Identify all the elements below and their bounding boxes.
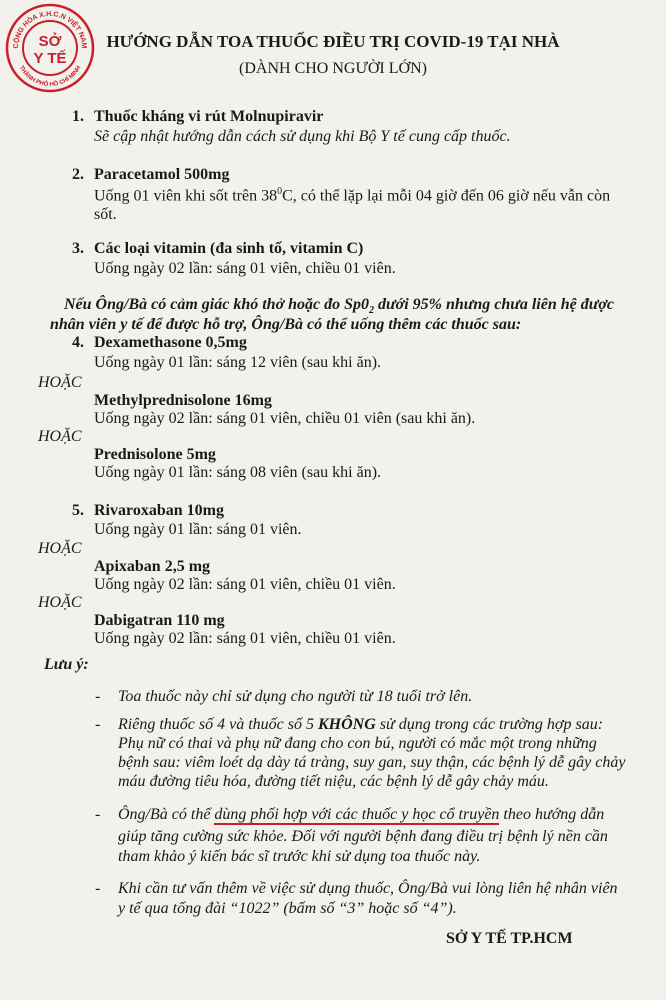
item-5b-desc: Uống ngày 02 lần: sáng 01 viên, chiều 01 viên.	[94, 576, 396, 593]
item-3-title	[72, 240, 363, 258]
note-3-line1	[118, 806, 604, 824]
subscript: 2	[369, 305, 375, 317]
notes-label: Lưu ý:	[44, 656, 89, 673]
note-2-line3: bệnh sau: viêm loét dạ dày tá tràng, suy gan, suy thận, các bệnh lý dễ gây chảy	[118, 754, 626, 771]
document-subtitle: (DÀNH CHO NGƯỜI LỚN)	[239, 60, 427, 77]
seal-center-line1: SỞ	[38, 33, 62, 50]
seal-ring-bottom-text: THÀNH PHỐ HỒ CHÍ MINH	[17, 65, 83, 89]
item-5c-title: Dabigatran 110 mg	[94, 612, 225, 629]
degree-sup: 0	[277, 186, 283, 197]
note-2-line1	[118, 716, 603, 734]
bullet-dash: -	[95, 880, 101, 897]
or-label: HOẶC	[38, 594, 82, 611]
item-name: Paracetamol 500mg	[94, 166, 230, 183]
or-label: HOẶC	[38, 428, 82, 445]
condition-line1	[64, 296, 614, 316]
red-underlined-text: dùng phối hợp với các thuốc y học cổ truyền	[214, 806, 500, 823]
condition-text: Nếu Ông/Bà có cảm giác khó thở hoặc đo Sp0	[64, 296, 370, 313]
item-number: 4.	[72, 334, 84, 351]
condition-line2: nhân viên y tế để được hỗ trợ, Ông/Bà có thể uống thêm các thuốc sau:	[50, 316, 522, 333]
desc-part: Uống 01 viên khi sốt trên 38	[94, 187, 278, 205]
note-4-line1: Khi cần tư vấn thêm về việc sử dụng thuốc, Ông/Bà vui lòng liên hệ nhân viên	[118, 880, 618, 897]
item-2-desc-cont: sốt.	[94, 206, 117, 223]
note-emphasis: KHÔNG	[317, 716, 376, 733]
item-5a-desc: Uống ngày 01 lần: sáng 01 viên.	[94, 521, 302, 538]
item-4c-title: Prednisolone 5mg	[94, 446, 216, 463]
document-title: HƯỚNG DẪN TOA THUỐC ĐIỀU TRỊ COVID-19 TẠI NHÀ	[106, 32, 560, 51]
item-number: 5.	[72, 502, 84, 519]
item-number: 1.	[72, 108, 84, 125]
item-1-desc: Sẽ cập nhật hướng dẫn cách sử dụng khi Bộ Y tế cung cấp thuốc.	[94, 128, 511, 145]
condition-text: dưới 95% nhưng chưa liên hệ được	[374, 296, 615, 313]
note-text: Ông/Bà có thể	[118, 806, 215, 823]
item-4b-title: Methylprednisolone 16mg	[94, 392, 272, 409]
seal-ring-top-text: CỘNG HÒA X.H.C.N VIỆT NAM	[12, 10, 88, 49]
note-3-line2: giúp tăng cường sức khỏe. Đối với người bệnh đang điều trị bệnh lý nền cần	[118, 828, 608, 845]
signature: SỞ Y TẾ TP.HCM	[446, 930, 573, 947]
item-1-title	[72, 108, 323, 126]
note-2-line2: Phụ nữ có thai và phụ nữ đang cho con bú, người có mắc một trong những	[118, 735, 597, 752]
or-label: HOẶC	[38, 374, 82, 391]
bullet-dash: -	[95, 688, 101, 705]
item-name: Rivaroxaban 10mg	[94, 502, 224, 519]
item-5b-title: Apixaban 2,5 mg	[94, 558, 211, 575]
note-4-line2: y tế qua tổng đài “1022” (bấm số “3” hoặc số “4”).	[118, 900, 457, 917]
bullet-dash: -	[95, 716, 101, 733]
item-number: 3.	[72, 240, 84, 257]
desc-part: C, có thể lặp lại mỗi 04 giờ đến 06 giờ nếu vẫn còn	[282, 187, 611, 205]
item-name: Các loại vitamin (đa sinh tố, vitamin C)	[94, 240, 364, 257]
note-text: theo hướng dẫn	[499, 806, 605, 823]
item-5-title	[72, 502, 224, 520]
item-2-title	[72, 166, 230, 184]
item-name: Thuốc kháng vi rút Molnupiravir	[94, 108, 324, 125]
item-4a-desc: Uống ngày 01 lần: sáng 12 viên (sau khi ăn).	[94, 354, 382, 371]
item-name: Dexamethasone 0,5mg	[94, 334, 247, 351]
item-number: 2.	[72, 166, 84, 183]
seal-center-line2: Y TẾ	[33, 50, 67, 67]
note-text: sử dụng trong các trường hợp sau:	[375, 716, 604, 733]
note-1: Toa thuốc này chỉ sử dụng cho người từ 18 tuổi trở lên.	[118, 688, 473, 705]
item-4-title	[72, 334, 247, 352]
item-4b-desc: Uống ngày 02 lần: sáng 01 viên, chiều 01 viên (sau khi ăn).	[94, 410, 476, 427]
note-3-line3: tham khảo ý kiến bác sĩ trước khi sử dụng toa thuốc này.	[118, 848, 481, 865]
item-5c-desc: Uống ngày 02 lần: sáng 01 viên, chiều 01 viên.	[94, 630, 396, 647]
note-2-line4: máu đường tiêu hóa, đường tiết niệu, các bệnh lý dễ gây chảy máu.	[118, 773, 549, 790]
bullet-dash: -	[95, 806, 101, 823]
or-label: HOẶC	[38, 540, 82, 557]
item-4c-desc: Uống ngày 01 lần: sáng 08 viên (sau khi ăn).	[94, 464, 382, 481]
note-text: Riêng thuốc số 4 và thuốc số 5	[118, 716, 318, 733]
item-2-desc	[94, 186, 610, 205]
item-3-desc: Uống ngày 02 lần: sáng 01 viên, chiều 01 viên.	[94, 260, 396, 277]
